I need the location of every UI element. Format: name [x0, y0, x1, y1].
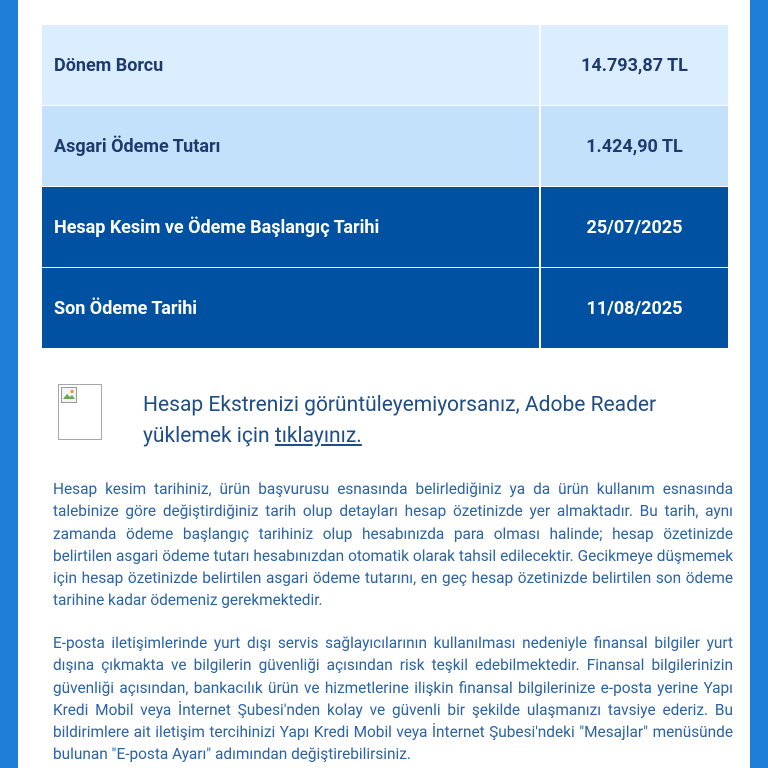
- notice-message: Hesap Ekstrenizi görüntüleyemiyorsanız, Adobe Reader yüklemek için: [143, 393, 657, 448]
- minimum-payment-label: Asgari Ödeme Tutarı: [42, 106, 540, 187]
- summary-row-statement-date: [42, 187, 728, 268]
- statement-info-paragraph: Hesap kesim tarihiniz, ürün başvurusu esnasında belirlediğiniz ya da ürün kullanım esnasında talebinize göre değiştirdiğiniz tarih olup detayları hesap özetinizde yer almaktadır. Bu tarih, aynı zamanda ödeme başlangıç tarihiniz olup hesabınızda para olması halinde; hesap özetinizde belirtilen asgari ödeme tutarı hesabınızdan otomatik olarak tahsil edilecektir. Gecikmeye düşmemek için hesap özetinizde belirtilen asgari ödeme tutarını, en geç hesap özetinizde belirtilen son ödeme tarihine kadar ödemeniz gerekmektedir.: [53, 480, 733, 610]
- statement-summary-table: [42, 25, 728, 349]
- statement-date-value: 25/07/2025: [540, 187, 728, 268]
- adobe-reader-link[interactable]: tıklayınız.: [274, 424, 362, 448]
- broken-image-icon: [58, 384, 102, 440]
- summary-row-period-debt: [42, 25, 728, 106]
- email-content: [18, 0, 750, 768]
- notice-text: [143, 390, 683, 452]
- email-security-paragraph: E-posta iletişimlerinde yurt dışı servis sağlayıcılarının kullanılması nedeniyle finansal bilgiler yurt dışına çıkmakta ve bilgilerin güvenliği açısından risk teşkil edebilmektedir. Finansal bilgilerinizin güvenliği açısından, bankacılık ürün ve hizmetlerine ilişkin finansal bilgilerinize e-posta yerine Yapı Kredi Mobil veya İnternet Şubesi'nden kolay ve güvenli bir şekilde ulaşmanızı tavsiye ederiz. Bu bildirimlere ait iletişim tercihinizi Yapı Kredi Mobil veya İnternet Şubesi'ndeki "Mesajlar" menüsünde bulunan "E-posta Ayarı" adımından değiştirebilirsiniz.: [53, 634, 733, 764]
- due-date-value: 11/08/2025: [540, 268, 728, 349]
- period-debt-label: Dönem Borcu: [42, 25, 540, 106]
- minimum-payment-value: 1.424,90 TL: [540, 106, 728, 187]
- statement-date-label: Hesap Kesim ve Ödeme Başlangıç Tarihi: [42, 187, 540, 268]
- adobe-reader-notice: [58, 384, 698, 448]
- summary-row-due-date: [42, 268, 728, 349]
- summary-row-minimum-payment: [42, 106, 728, 187]
- period-debt-value: 14.793,87 TL: [540, 25, 728, 106]
- due-date-label: Son Ödeme Tarihi: [42, 268, 540, 349]
